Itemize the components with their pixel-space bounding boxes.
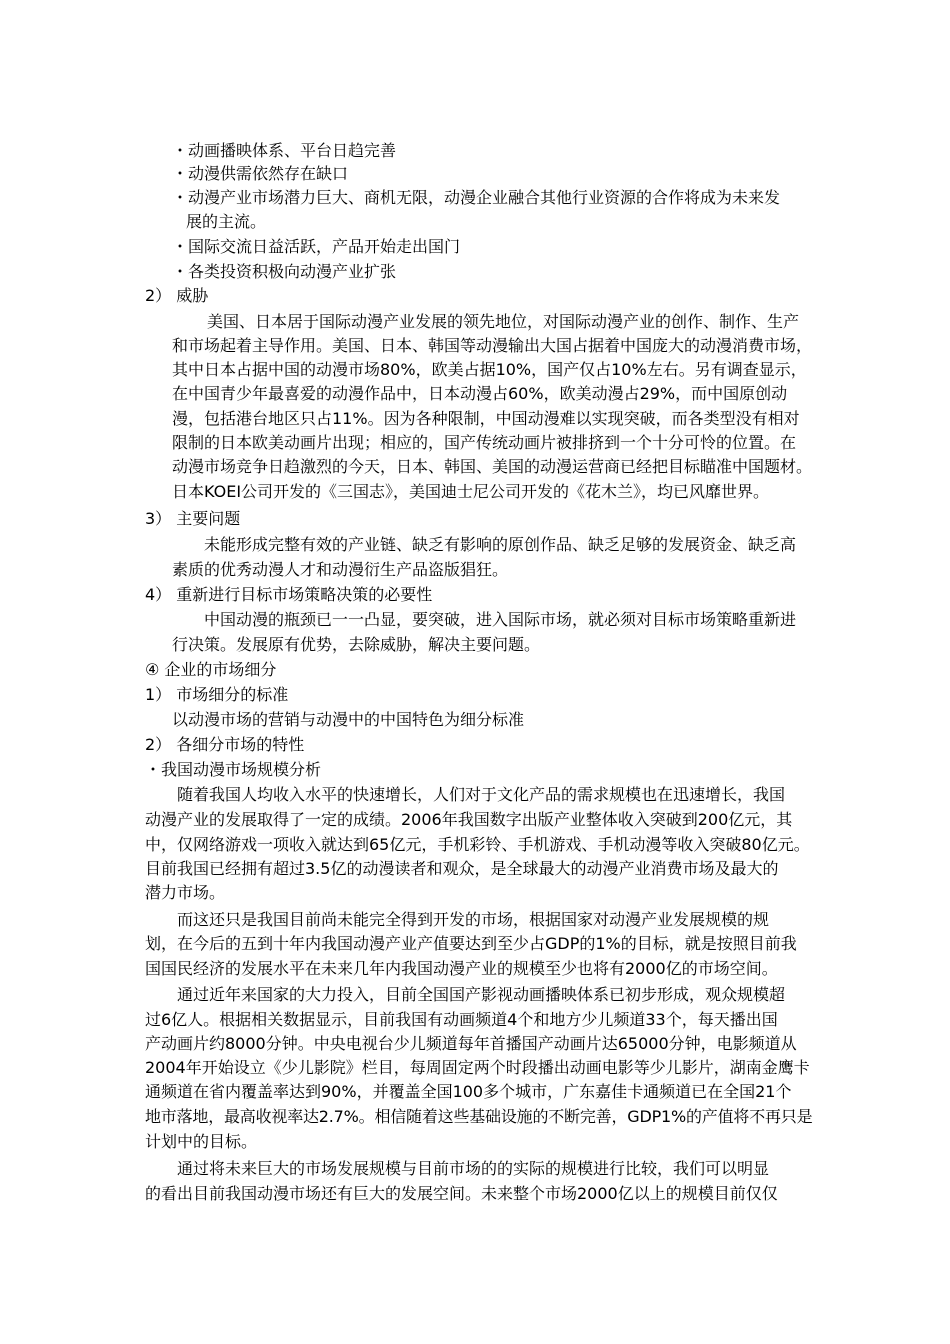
text-line: 中，仅网络游戏一项收入就达到65亿元，手机彩铃、手机游戏、手机动漫等收入突破80亿元。 bbox=[145, 835, 810, 854]
text-line: 限制的日本欧美动画片出现；相应的，国产传统动画片被排挤到一个十分可怜的位置。在 bbox=[172, 433, 797, 452]
text-line: 地市落地，最高收视率达2.7%。相信随着这些基础设施的不断完善，GDP1%的产值将不再只是 bbox=[145, 1107, 813, 1126]
text-line: 划，在今后的五到十年内我国动漫产业产值要达到至少占GDP的1%的目标，就是按照目前我 bbox=[145, 934, 797, 953]
bullet-heading: ・我国动漫市场规模分析 bbox=[145, 760, 322, 779]
section-heading: ④ 企业的市场细分 bbox=[145, 660, 277, 679]
text-line: 目前我国已经拥有超过3.5亿的动漫读者和观众，是全球最大的动漫产业消费市场及最大的 bbox=[145, 859, 779, 878]
bullet-line: ・动漫供需依然存在缺口 bbox=[172, 164, 349, 183]
text-line: 通过近年来国家的大力投入，目前全国国产影视动画播映体系已初步形成，观众规模超 bbox=[177, 985, 786, 1004]
bullet-line: ・动画播映体系、平台日趋完善 bbox=[172, 141, 397, 160]
text-line: 展的主流。 bbox=[186, 212, 267, 231]
section-heading: 1） 市场细分的标准 bbox=[145, 685, 289, 704]
text-line: 国国民经济的发展水平在未来几年内我国动漫产业的规模至少也将有2000亿的市场空间。 bbox=[145, 959, 778, 978]
text-line: 漫，包括港台地区只占11%。因为各种限制，中国动漫难以实现突破，而各类型没有相对 bbox=[172, 409, 800, 428]
text-line: 和市场起着主导作用。美国、日本、韩国等动漫输出大国占据着中国庞大的动漫消费市场， bbox=[172, 336, 813, 355]
text-line: 其中日本占据中国的动漫市场80%，欧美占据10%，国产仅占10%左右。另有调查显示， bbox=[172, 360, 807, 379]
text-line: 美国、日本居于国际动漫产业发展的领先地位，对国际动漫产业的创作、制作、生产 bbox=[207, 312, 800, 331]
text-line: 过6亿人。根据相关数据显示，目前我国有动画频道4个和地方少儿频道33个，每天播出国 bbox=[145, 1010, 778, 1029]
text-line: 在中国青少年最喜爱的动漫作品中，日本动漫占60%，欧美动漫占29%，而中国原创动 bbox=[172, 384, 788, 403]
text-line: 未能形成完整有效的产业链、缺乏有影响的原创作品、缺乏足够的发展资金、缺乏高 bbox=[204, 535, 797, 554]
text-line: 日本KOEI公司开发的《三国志》，美国迪士尼公司开发的《花木兰》，均已风靡世界。 bbox=[172, 482, 770, 501]
text-line: 产动画片约8000分钟。中央电视台少儿频道每年首播国产动画片达65000分钟，电影频道从 bbox=[145, 1034, 797, 1053]
text-line: 2004年开始设立《少儿影院》栏目，每周固定两个时段播出动画电影等少儿影片，湖南金鹰卡 bbox=[145, 1058, 810, 1077]
text-line: 动漫市场竞争日趋激烈的今天，日本、韩国、美国的动漫运营商已经把目标瞄准中国题材。 bbox=[172, 457, 813, 476]
text-line: 计划中的目标。 bbox=[145, 1132, 258, 1151]
text-line: 中国动漫的瓶颈已一一凸显，要突破，进入国际市场，就必须对目标市场策略重新进 bbox=[204, 610, 797, 629]
text-line: 通频道在省内覆盖率达到90%，并覆盖全国100多个城市，广东嘉佳卡通频道已在全国21个 bbox=[145, 1082, 792, 1101]
bullet-line: ・各类投资积极向动漫产业扩张 bbox=[172, 262, 397, 281]
text-line: 的看出目前我国动漫市场还有巨大的发展空间。未来整个市场2000亿以上的规模目前仅仅 bbox=[145, 1184, 778, 1203]
text-line: 行决策。发展原有优势，去除威胁，解决主要问题。 bbox=[172, 635, 541, 654]
bullet-line: ・动漫产业市场潜力巨大、商机无限，动漫企业融合其他行业资源的合作将成为未来发 bbox=[172, 188, 781, 207]
text-line: 以动漫市场的营销与动漫中的中国特色为细分标准 bbox=[172, 710, 525, 729]
text-line: 随着我国人均收入水平的快速增长，人们对于文化产品的需求规模也在迅速增长，我国 bbox=[177, 785, 786, 804]
section-heading: 3） 主要问题 bbox=[145, 509, 241, 528]
section-heading: 4） 重新进行目标市场策略决策的必要性 bbox=[145, 585, 433, 604]
text-line: 潜力市场。 bbox=[145, 883, 226, 902]
text-line: 素质的优秀动漫人才和动漫衍生产品盗版猖狂。 bbox=[172, 560, 509, 579]
bullet-line: ・国际交流日益活跃，产品开始走出国门 bbox=[172, 237, 461, 256]
text-line: 通过将未来巨大的市场发展规模与目前市场的的实际的规模进行比较，我们可以明显 bbox=[177, 1159, 770, 1178]
text-line: 动漫产业的发展取得了一定的成绩。2006年我国数字出版产业整体收入突破到200亿元，其 bbox=[145, 810, 793, 829]
section-heading: 2） 各细分市场的特性 bbox=[145, 735, 305, 754]
section-heading: 2） 威胁 bbox=[145, 286, 209, 305]
text-line: 而这还只是我国目前尚未能完全得到开发的市场，根据国家对动漫产业发展规模的规 bbox=[177, 910, 770, 929]
